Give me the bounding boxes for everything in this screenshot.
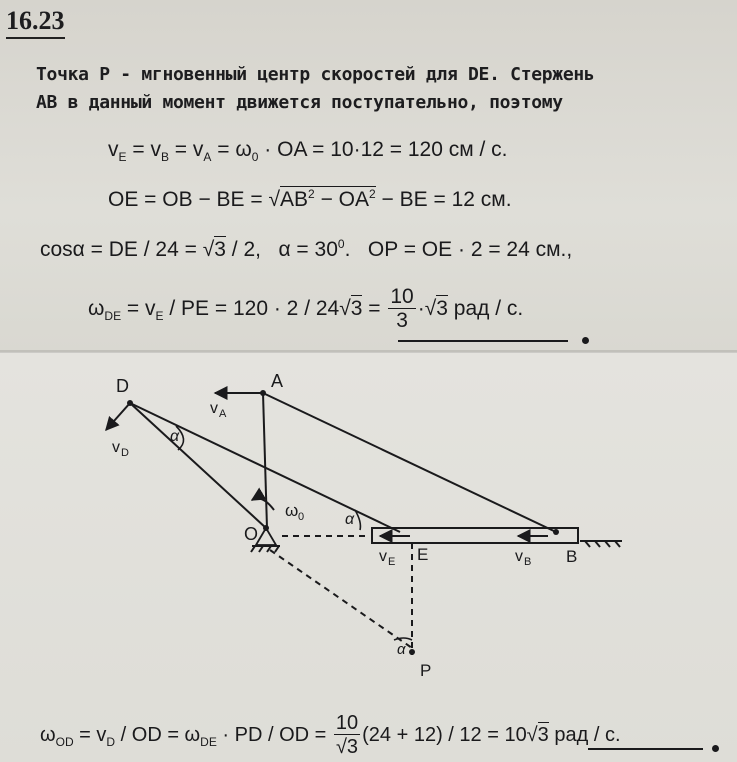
label-p: P: [420, 661, 432, 680]
equation-omega-de: $\omega_{DE} = v_E$ / PE = 120 · 2 / 24√3 = $\frac{10}{3}$ ·√3 рад / с.: [88, 285, 524, 332]
label-vd: v: [112, 439, 120, 456]
label-e: E: [417, 545, 429, 564]
label-alpha-e: α: [345, 511, 355, 528]
label-vb: v: [515, 548, 523, 565]
label-alpha-d: α: [170, 428, 180, 445]
label-ve-sub: E: [388, 556, 396, 568]
equation-cos-alpha: cosα = DE / 24 = √3 / 2, $\alpha = 30^0$. OP = OE · 2 = 24 см.,: [40, 237, 573, 261]
rod-de: [130, 403, 400, 532]
label-d: D: [116, 376, 129, 396]
label-omega: ω: [285, 501, 299, 520]
intro-line-1: Точка P - мгновенный центр скоростей для DE. Стержень: [36, 64, 595, 85]
answer-underline-2: [588, 748, 703, 750]
rod-do: [130, 403, 266, 528]
label-omega-sub: 0: [298, 511, 305, 523]
label-alpha-p: α: [397, 641, 406, 658]
equation-oe: OE = OB − BE = $√AB^2 - OA^2$ − BE = 12 см.: [108, 187, 512, 211]
equation-velocity: $v_E = v_B = v_A = \omega_0$ · OA = 10·12 = 120 см / с.: [108, 138, 508, 165]
intro-line-2: AB в данный момент движется поступательно, поэтому: [36, 92, 563, 113]
rod-ao: [263, 393, 267, 528]
equation-omega-od: $\omega_{OD} = v_D$ / OD = $\omega_{DE}$ · PD / OD = $\frac{10}{√3}$ (24 + 12) / 12 = 10√3 рад / с.: [40, 712, 621, 758]
label-a: A: [271, 371, 284, 391]
label-vb-sub: B: [524, 556, 532, 568]
label-ve: v: [379, 548, 387, 565]
problem-number: 16.23: [6, 6, 65, 39]
label-vd-sub: D: [121, 447, 129, 459]
bullet-dot-2: [712, 745, 719, 752]
label-o: O: [244, 524, 259, 544]
label-b: B: [566, 547, 578, 566]
label-va-sub: A: [219, 408, 227, 420]
rod-ab: [263, 393, 556, 532]
label-va: v: [210, 400, 218, 417]
